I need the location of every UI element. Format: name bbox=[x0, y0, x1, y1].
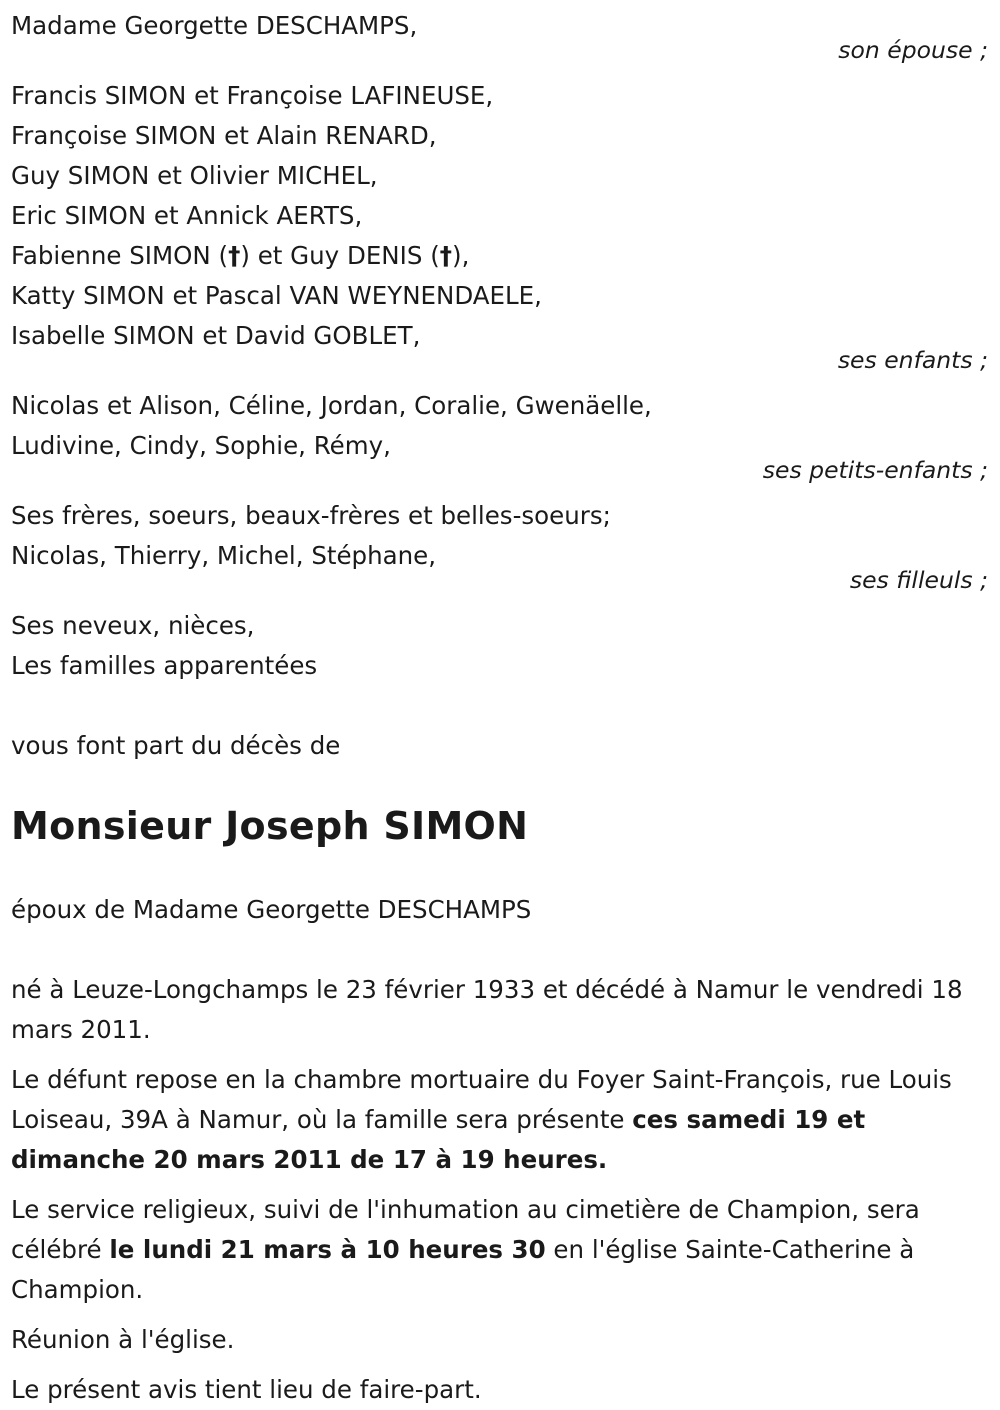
service-text: Le service religieux, suivi de l'inhumation au cimetière de Champion, sera célébré le lundi 21 mars à 10 heures 30 en l'église Sainte-Catherine à Champion. bbox=[11, 1195, 920, 1304]
spouse-name: Madame Georgette DESCHAMPS, bbox=[11, 11, 418, 40]
list-item: Nicolas et Alison, Céline, Jordan, Coralie, Gwenäelle, bbox=[11, 391, 652, 420]
wake-text: Le défunt repose en la chambre mortuaire du Foyer Saint-François, rue Louis Loiseau, 39A à Namur, où la famille sera présente ces samedi 19 et dimanche 20 mars 2011 de 17 à 19 heures. bbox=[11, 1065, 952, 1174]
list-item: Isabelle SIMON et David GOBLET, bbox=[11, 321, 421, 350]
spouse-role: son épouse ; bbox=[838, 36, 988, 64]
cross-icon: † bbox=[439, 241, 453, 270]
list-item: Guy SIMON et Olivier MICHEL, bbox=[11, 161, 378, 190]
list-item: Françoise SIMON et Alain RENARD, bbox=[11, 121, 437, 150]
birth-death-text: né à Leuze-Longchamps le 23 février 1933 et décédé à Namur le vendredi 18 mars 2011. bbox=[11, 975, 963, 1044]
announcement-text: vous font part du décès de bbox=[11, 731, 341, 760]
meeting-text: Réunion à l'église. bbox=[11, 1325, 235, 1354]
list-item: Ludivine, Cindy, Sophie, Rémy, bbox=[11, 431, 391, 460]
list-item: Katty SIMON et Pascal VAN WEYNENDAELE, bbox=[11, 281, 542, 310]
notice-text: Le présent avis tient lieu de faire-part. bbox=[11, 1375, 482, 1404]
cross-icon: † bbox=[228, 241, 241, 270]
list-item: Nicolas, Thierry, Michel, Stéphane, bbox=[11, 541, 437, 570]
children-list bbox=[11, 76, 990, 356]
wake-dates: ces samedi 19 et dimanche 20 mars 2011 de 17 à 19 heures. bbox=[11, 1105, 866, 1174]
deceased-name: Monsieur Joseph SIMON bbox=[11, 804, 529, 848]
service-date: le lundi 21 mars à 10 heures 30 bbox=[109, 1235, 546, 1264]
list-item: Eric SIMON et Annick AERTS, bbox=[11, 201, 363, 230]
godchildren-role: ses filleuls ; bbox=[849, 566, 988, 594]
grandchildren-role: ses petits-enfants ; bbox=[762, 456, 988, 484]
list-item: Ses neveux, nièces, bbox=[11, 611, 255, 640]
list-item: Francis SIMON et Françoise LAFINEUSE, bbox=[11, 81, 494, 110]
children-role: ses enfants ; bbox=[837, 346, 988, 374]
list-item: Ses frères, soeurs, beaux-frères et belles-soeurs; bbox=[11, 501, 611, 530]
list-item: Les familles apparentées bbox=[11, 651, 318, 680]
others-list bbox=[11, 606, 990, 686]
list-item: Fabienne SIMON (†) et Guy DENIS (†), bbox=[11, 241, 470, 270]
spouse-of-text: époux de Madame Georgette DESCHAMPS bbox=[11, 895, 532, 924]
